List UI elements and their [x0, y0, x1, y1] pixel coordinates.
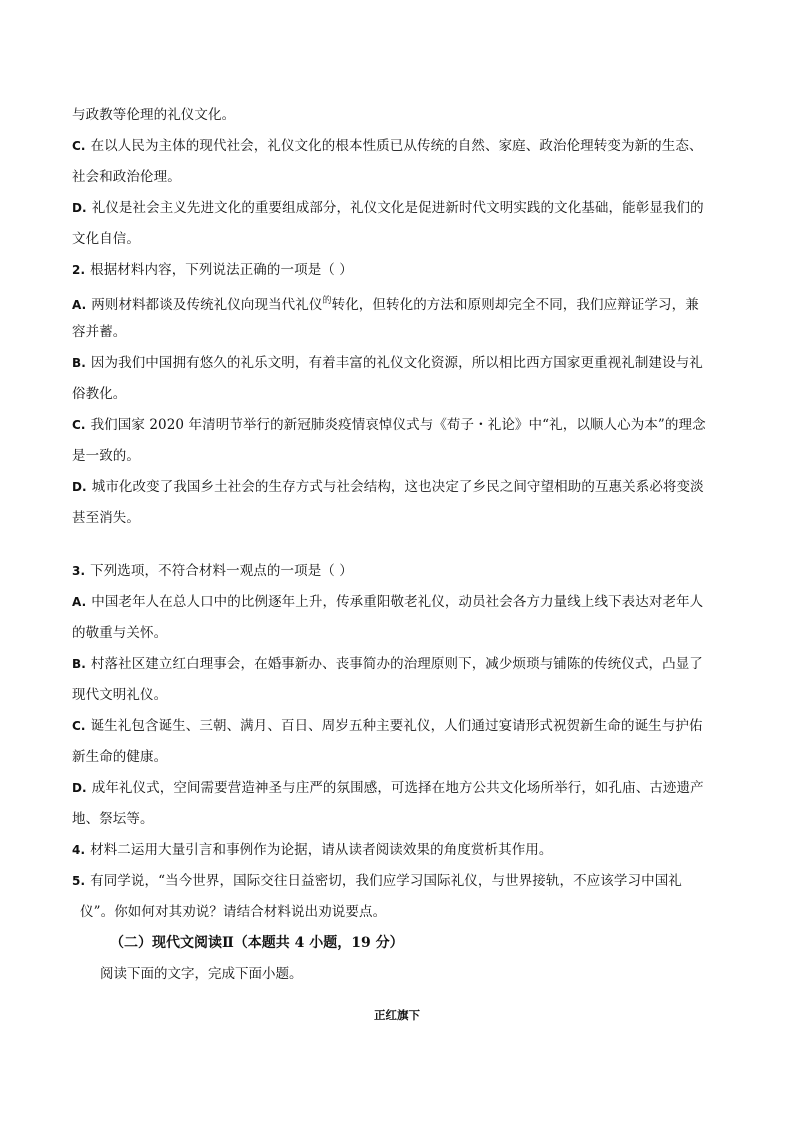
q4-stem: [72, 835, 722, 866]
option-letter: C.: [72, 719, 86, 733]
q2-option-d: [72, 472, 722, 503]
q1-option-b-continuation: [72, 100, 722, 131]
question-number: 3.: [72, 564, 86, 578]
line-text: 俗教化。: [72, 386, 127, 402]
story-title: 正红旗下: [374, 1008, 420, 1022]
q3-option-c: [72, 711, 722, 742]
q3-option-d-continuation: [72, 804, 722, 835]
option-letter: C.: [72, 139, 86, 153]
option-letter: B.: [72, 657, 86, 671]
q3-option-d: [72, 773, 722, 804]
q1-option-d: [72, 193, 722, 224]
q2-option-a-continuation: [72, 317, 722, 348]
spacer: [72, 534, 722, 556]
option-text: 成年礼仪式，空间需要营造神圣与庄严的氛围感，可选择在地方公共文化场所举行，如孔庙、古迹遗产: [91, 780, 704, 796]
line-text: 现代文明礼仪。: [72, 687, 168, 703]
option-letter: B.: [72, 356, 86, 370]
line-text: 仪”。你如何对其劝说？请结合材料说出劝说要点。: [80, 904, 387, 920]
q2-option-c-continuation: [72, 441, 722, 472]
option-letter: A.: [72, 595, 87, 609]
q3-option-b: [72, 649, 722, 680]
q1-option-c-continuation: [72, 162, 722, 193]
line-text: 新生命的健康。: [72, 749, 168, 765]
q2-stem: [72, 255, 722, 286]
q3-option-c-continuation: [72, 742, 722, 773]
q5-stem: [72, 866, 722, 897]
question-text: 材料二运用大量引言和事例作为论据，请从读者阅读效果的角度赏析其作用。: [90, 842, 553, 858]
q3-option-b-continuation: [72, 680, 722, 711]
document-page: [72, 100, 722, 1031]
question-text: 下列选项，不符合材料一观点的一项是（ ）: [90, 563, 353, 579]
superscript-char: 的: [322, 296, 332, 306]
q3-stem: [72, 556, 722, 587]
q2-option-c: [72, 410, 722, 441]
option-text-part1: 两则材料都谈及传统礼仪向现当代礼仪: [91, 297, 323, 313]
line-text: 社会和政治伦理。: [72, 169, 181, 185]
question-text: 有同学说，“当今世界，国际交往日益密切，我们应学习国际礼仪，与世界接轨，不应该学习中国礼: [90, 873, 682, 889]
option-letter: D.: [72, 480, 87, 494]
question-number: 2.: [72, 263, 86, 277]
q2-option-d-continuation: [72, 503, 722, 534]
q3-option-a: [72, 587, 722, 618]
q5-stem-continuation: [72, 897, 722, 928]
option-text: 在以人民为主体的现代社会，礼仪文化的根本性质已从传统的自然、家庭、政治伦理转变为新的生态、: [90, 138, 703, 154]
option-letter: D.: [72, 781, 87, 795]
line-text: 地、祭坛等。: [72, 811, 154, 827]
q3-option-a-continuation: [72, 618, 722, 649]
line-text: 甚至消失。: [72, 510, 140, 526]
q2-option-b: [72, 348, 722, 379]
section-title: （二）现代文阅读Ⅱ（本题共 4 小题，19 分）: [110, 935, 404, 951]
q1-option-c: [72, 131, 722, 162]
option-letter: D.: [72, 201, 87, 215]
question-number: 5.: [72, 874, 86, 888]
option-text: 中国老年人在总人口中的比例逐年上升，传承重阳敬老礼仪，动员社会各方力量线上线下表达对老年人: [91, 594, 704, 610]
q2-option-a: [72, 286, 722, 317]
option-letter: A.: [72, 298, 87, 312]
option-text: 城市化改变了我国乡土社会的生存方式与社会结构，这也决定了乡民之间守望相助的互惠关系必将变淡: [91, 479, 704, 495]
option-text: 我们国家 2020 年清明节举行的新冠肺炎疫情哀悼仪式与《荀子・礼论》中“礼，以顺人心为本”的理念: [90, 417, 706, 433]
line-text: 与政教等伦理的礼仪文化。: [72, 107, 236, 123]
line-text: 是一致的。: [72, 448, 140, 464]
option-text: 诞生礼包含诞生、三朝、满月、百日、周岁五种主要礼仪，人们通过宴请形式祝贺新生命的诞生与护佑: [90, 718, 703, 734]
option-text: 村落社区建立红白理事会，在婚事新办、丧事简办的治理原则下，减少烦琐与铺陈的传统仪式，凸显了: [90, 656, 703, 672]
question-text: 根据材料内容，下列说法正确的一项是（ ）: [90, 262, 353, 278]
line-text: 容并蓄。: [72, 324, 127, 340]
option-text: 因为我们中国拥有悠久的礼乐文明，有着丰富的礼仪文化资源，所以相比西方国家更重视礼制建设与礼: [90, 355, 703, 371]
line-text: 的敬重与关怀。: [72, 625, 168, 641]
section-instruction: 阅读下面的文字，完成下面小题。: [100, 966, 303, 982]
option-text-part2: 转化，但转化的方法和原则却完全不同，我们应辩证学习，兼: [331, 297, 699, 313]
q1-option-d-continuation: [72, 224, 722, 255]
option-text: 礼仪是社会主义先进文化的重要组成部分，礼仪文化是促进新时代文明实践的文化基础，能彰显我们的: [91, 200, 704, 216]
question-number: 4.: [72, 843, 86, 857]
line-text: 文化自信。: [72, 231, 140, 247]
option-letter: C.: [72, 418, 86, 432]
q2-option-b-continuation: [72, 379, 722, 410]
